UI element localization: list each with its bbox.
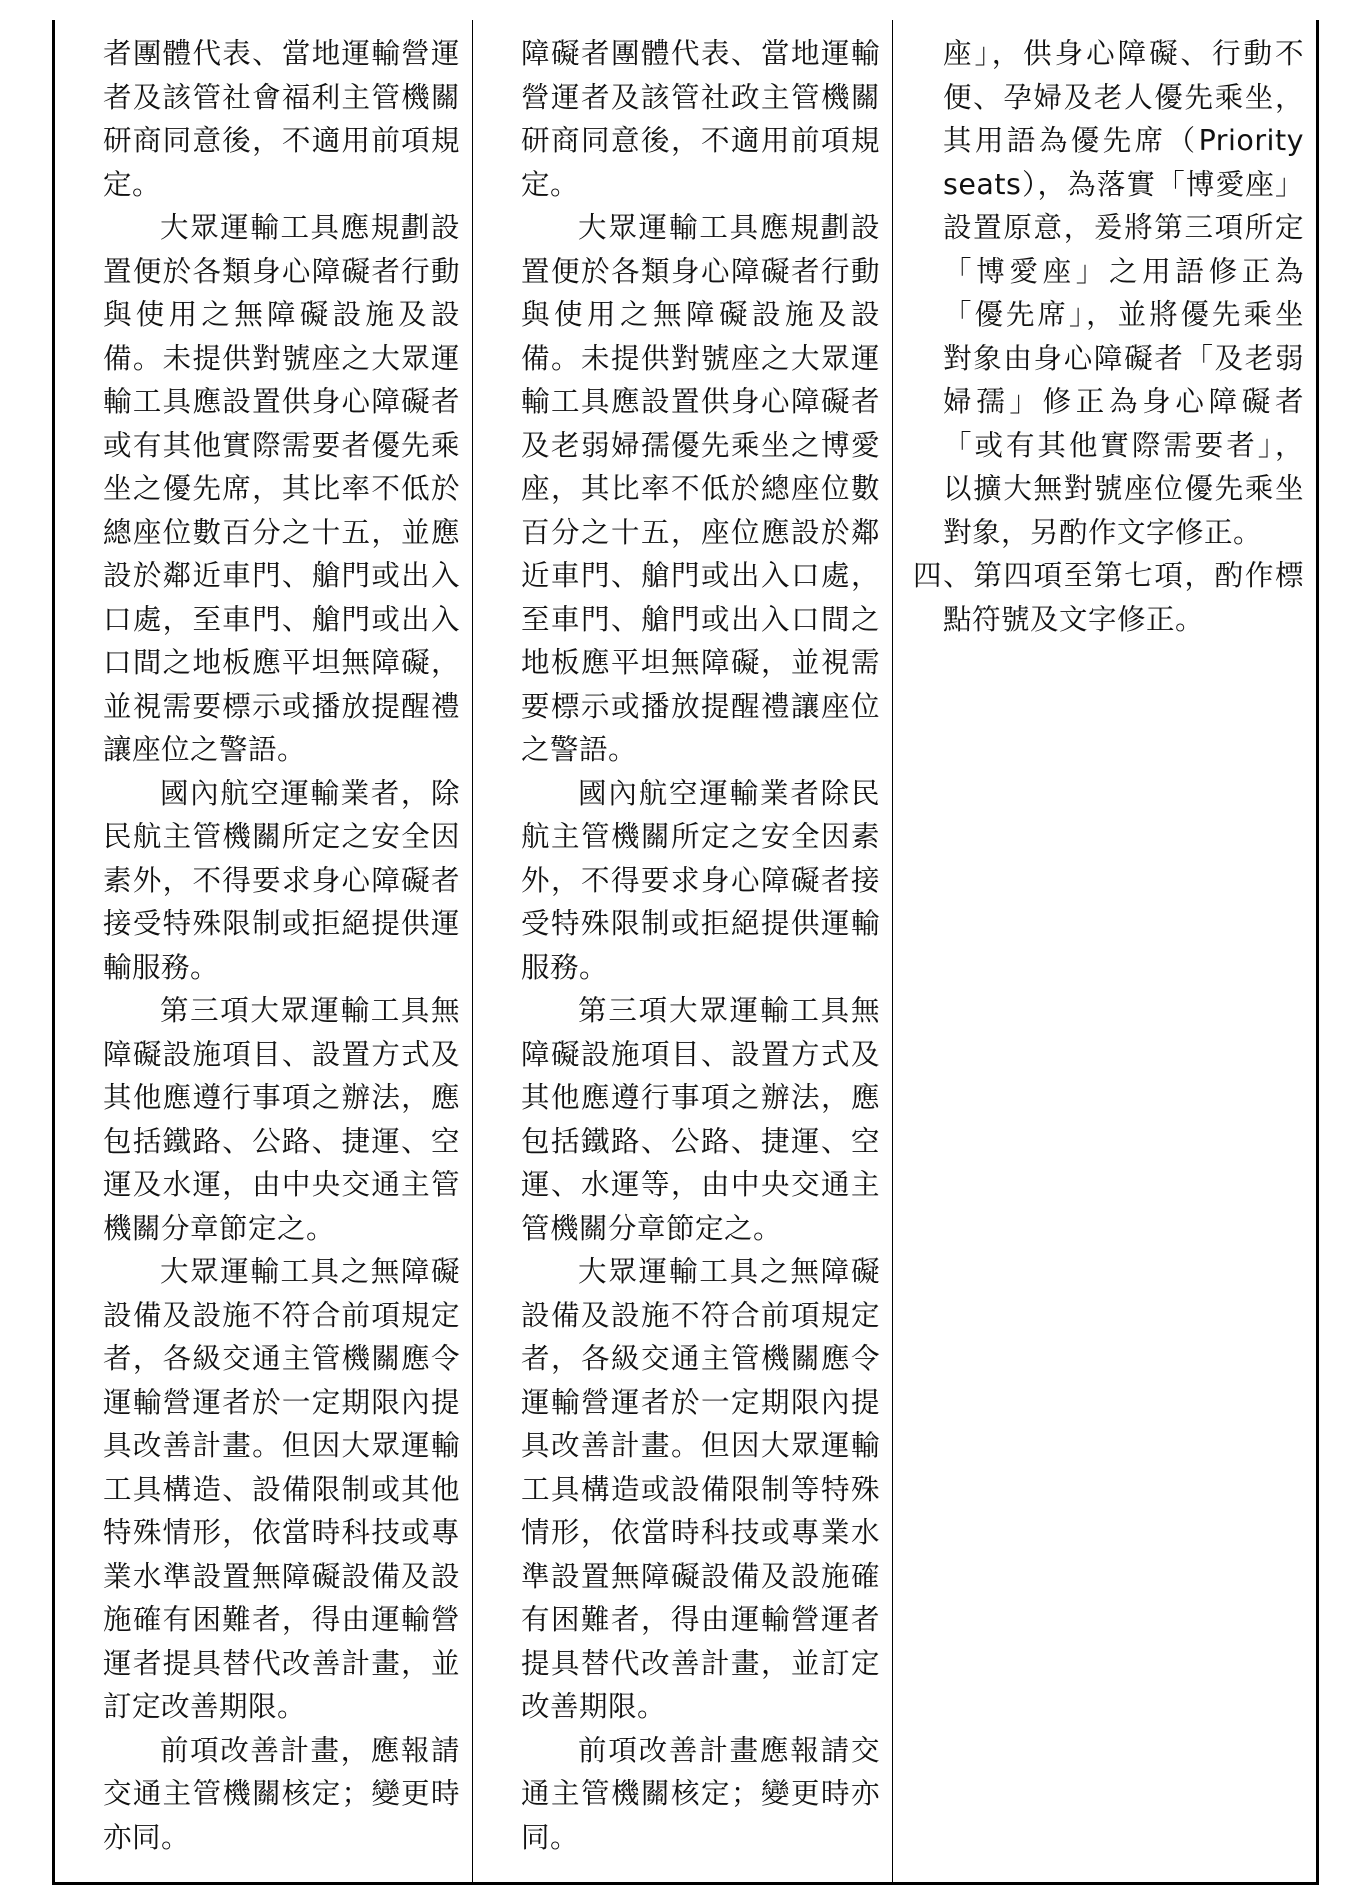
amended-paragraph-2: 大眾運輸工具應規劃設置便於各類身心障礙者行動與使用之無障礙設施及設備。未提供對號座之大眾運輸工具應設置供身心障礙者或有其他實際需要者優先乘坐之優先席，其比率不低於總座位數百分之十五，並應設於鄰近車門、艙門或出入口處，至車門、艙門或出入口間之地板應平坦無障礙，並視需要標示或播放提醒禮讓座位之警語。 bbox=[103, 211, 460, 766]
amended-paragraph-5: 大眾運輸工具之無障礙設備及設施不符合前項規定者，各級交通主管機關應令運輸營運者於一定期限內提具改善計畫。但因大眾運輸工具構造、設備限制或其他特殊情形，依當時科技或專業水準設置無障礙設備及設施確有困難者，得由運輸營運者提具替代改善計畫，並訂定改善期限。 bbox=[103, 1255, 460, 1723]
amended-paragraph-6: 前項改善計畫，應報請交通主管機關核定；變更時亦同。 bbox=[103, 1733, 460, 1854]
amended-paragraph-1: 者團體代表、當地運輸營運者及該管社會福利主管機關研商同意後，不適用前項規定。 bbox=[103, 37, 460, 201]
explanation-item-4: 四、第四項至第七項，酌作標點符號及文字修正。 bbox=[913, 559, 1304, 636]
current-paragraph-4: 第三項大眾運輸工具無障礙設施項目、設置方式及其他應遵行事項之辦法，應包括鐵路、公路、捷運、空運、水運等，由中央交通主管機關分章節定之。 bbox=[521, 994, 880, 1245]
amended-paragraph-4: 第三項大眾運輸工具無障礙設施項目、設置方式及其他應遵行事項之辦法，應包括鐵路、公路、捷運、空運及水運，由中央交通主管機關分章節定之。 bbox=[103, 994, 460, 1245]
current-paragraph-3: 國內航空運輸業者除民航主管機關所定之安全因素外，不得要求身心障礙者接受特殊限制或拒絕提供運輸服務。 bbox=[521, 776, 880, 984]
explanation-paragraph-1: 座」，供身心障礙、行動不便、孕婦及老人優先乘坐，其用語為優先席（Priority seats），為落實「博愛座」設置原意，爰將第三項所定「博愛座」之用語修正為「優先席」，並將優先乘坐對象由身心障礙者「及老弱婦孺」修正為身心障礙者「或有其他實際需要者」，以擴大無對號座位優先乘坐對象，另酌作文字修正。 bbox=[943, 37, 1304, 549]
current-paragraph-2: 大眾運輸工具應規劃設置便於各類身心障礙者行動與使用之無障礙設施及設備。未提供對號座之大眾運輸工具應設置供身心障礙者及老弱婦孺優先乘坐之博愛座，其比率不低於總座位數百分之十五，座位應設於鄰近車門、艙門或出入口處，至車門、艙門或出入口間之地板應平坦無障礙，並視需要標示或播放提醒禮讓座位之警語。 bbox=[521, 211, 880, 766]
comparison-table bbox=[52, 20, 1319, 1885]
current-paragraph-6: 前項改善計畫應報請交通主管機關核定；變更時亦同。 bbox=[521, 1733, 880, 1854]
current-text-column bbox=[473, 20, 893, 1882]
amended-paragraph-3: 國內航空運輸業者，除民航主管機關所定之安全因素外，不得要求身心障礙者接受特殊限制或拒絕提供運輸服務。 bbox=[103, 776, 460, 984]
current-paragraph-1: 障礙者團體代表、當地運輸營運者及該管社政主管機關研商同意後，不適用前項規定。 bbox=[521, 37, 880, 201]
current-paragraph-5: 大眾運輸工具之無障礙設備及設施不符合前項規定者，各級交通主管機關應令運輸營運者於一定期限內提具改善計畫。但因大眾運輸工具構造或設備限制等特殊情形，依當時科技或專業水準設置無障礙設備及設施確有困難者，得由運輸營運者提具替代改善計畫，並訂定改善期限。 bbox=[521, 1255, 880, 1723]
amended-text-column bbox=[55, 20, 473, 1882]
explanation-column bbox=[893, 20, 1316, 1882]
